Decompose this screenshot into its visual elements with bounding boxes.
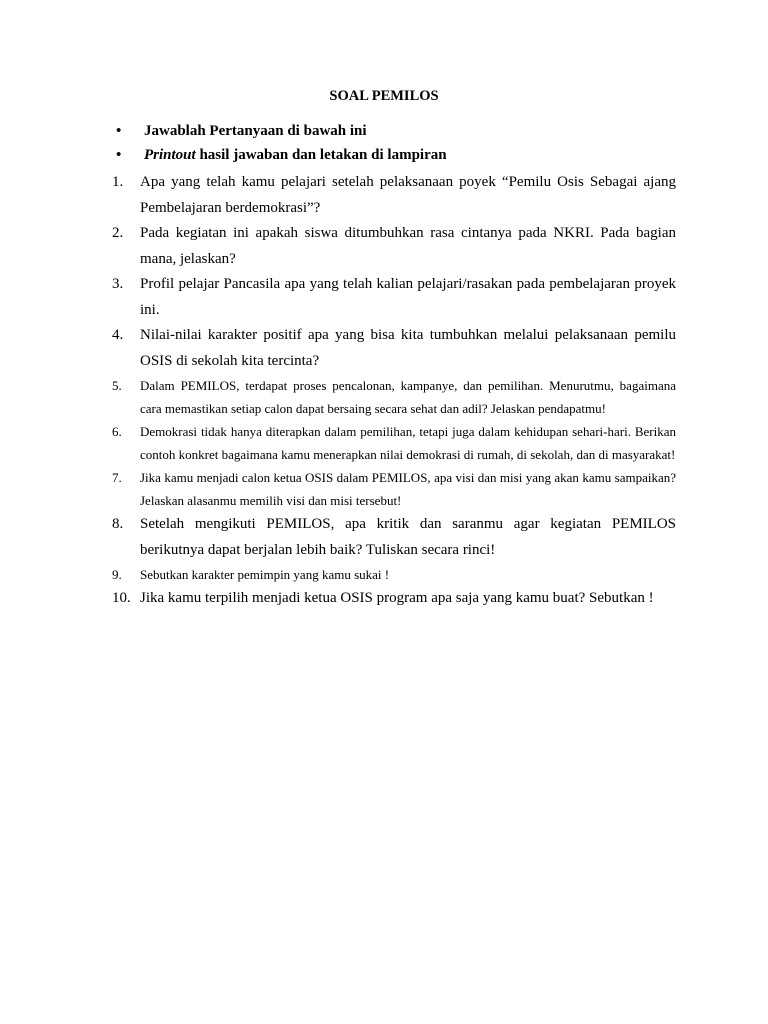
question-item	[112, 563, 676, 586]
question-number: 9.	[112, 567, 122, 582]
question-item	[112, 272, 676, 323]
question-item	[112, 170, 676, 221]
question-item	[112, 323, 676, 374]
question-text: Demokrasi tidak hanya diterapkan dalam pemilihan, tetapi juga dalam kehidupan sehari-hari. Berikan contoh konkret bagaimana kamu menerapkan nilai demokrasi di rumah, di sekolah, dan di masyarakat!	[140, 424, 676, 462]
instruction-list	[112, 123, 676, 171]
question-text: Apa yang telah kamu pelajari setelah pelaksanaan poyek “Pemilu Osis Sebagai ajang Pembelajaran berdemokrasi”?	[140, 174, 676, 216]
question-number: 3.	[112, 276, 124, 292]
instruction-item	[112, 123, 676, 147]
page-title: SOAL PEMILOS	[329, 88, 439, 104]
instruction-text	[144, 147, 447, 171]
question-text: Jika kamu terpilih menjadi ketua OSIS program apa saja yang kamu buat? Sebutkan !	[140, 590, 654, 606]
question-number: 8.	[112, 516, 124, 532]
instruction-italic: Printout	[144, 147, 196, 163]
question-item	[112, 512, 676, 563]
question-text: Pada kegiatan ini apakah siswa ditumbuhkan rasa cintanya pada NKRI. Pada bagian mana, jelaskan?	[140, 225, 676, 267]
question-text: Nilai-nilai karakter positif apa yang bisa kita tumbuhkan melalui pelaksanaan pemilu OSIS di sekolah kita tercinta?	[140, 327, 676, 369]
question-text: Setelah mengikuti PEMILOS, apa kritik dan saranmu agar kegiatan PEMILOS berikutnya dapat berjalan lebih baik? Tuliskan secara rinci!	[140, 516, 676, 558]
instruction-rest: hasil jawaban dan letakan di lampiran	[195, 147, 447, 163]
bullet-icon: •	[116, 147, 122, 163]
question-item	[112, 586, 676, 612]
question-text: Sebutkan karakter pemimpin yang kamu sukai !	[140, 567, 390, 582]
question-number: 7.	[112, 470, 122, 485]
question-text: Dalam PEMILOS, terdapat proses pencalonan, kampanye, dan pemilihan. Menurutmu, bagaimana cara memastikan setiap calon dapat bersaing secara sehat dan adil? Jelaskan pendapatmu!	[140, 378, 676, 416]
instruction-text: Jawablah Pertanyaan di bawah ini	[144, 123, 367, 139]
question-number: 2.	[112, 225, 124, 241]
question-number: 4.	[112, 327, 124, 343]
question-list	[112, 170, 676, 612]
question-item	[112, 221, 676, 272]
instruction-item	[112, 147, 676, 171]
question-number: 5.	[112, 378, 122, 393]
question-number: 1.	[112, 174, 124, 190]
question-text: Profil pelajar Pancasila apa yang telah kalian pelajari/rasakan pada pembelajaran proyek ini.	[140, 276, 676, 318]
question-text: Jika kamu menjadi calon ketua OSIS dalam PEMILOS, apa visi dan misi yang akan kamu sampaikan? Jelaskan alasanmu memilih visi dan misi tersebut!	[140, 470, 676, 508]
question-item	[112, 420, 676, 466]
question-item	[112, 374, 676, 420]
question-number: 10.	[112, 590, 131, 606]
question-number: 6.	[112, 424, 122, 439]
question-item	[112, 466, 676, 512]
bullet-icon: •	[116, 123, 122, 139]
